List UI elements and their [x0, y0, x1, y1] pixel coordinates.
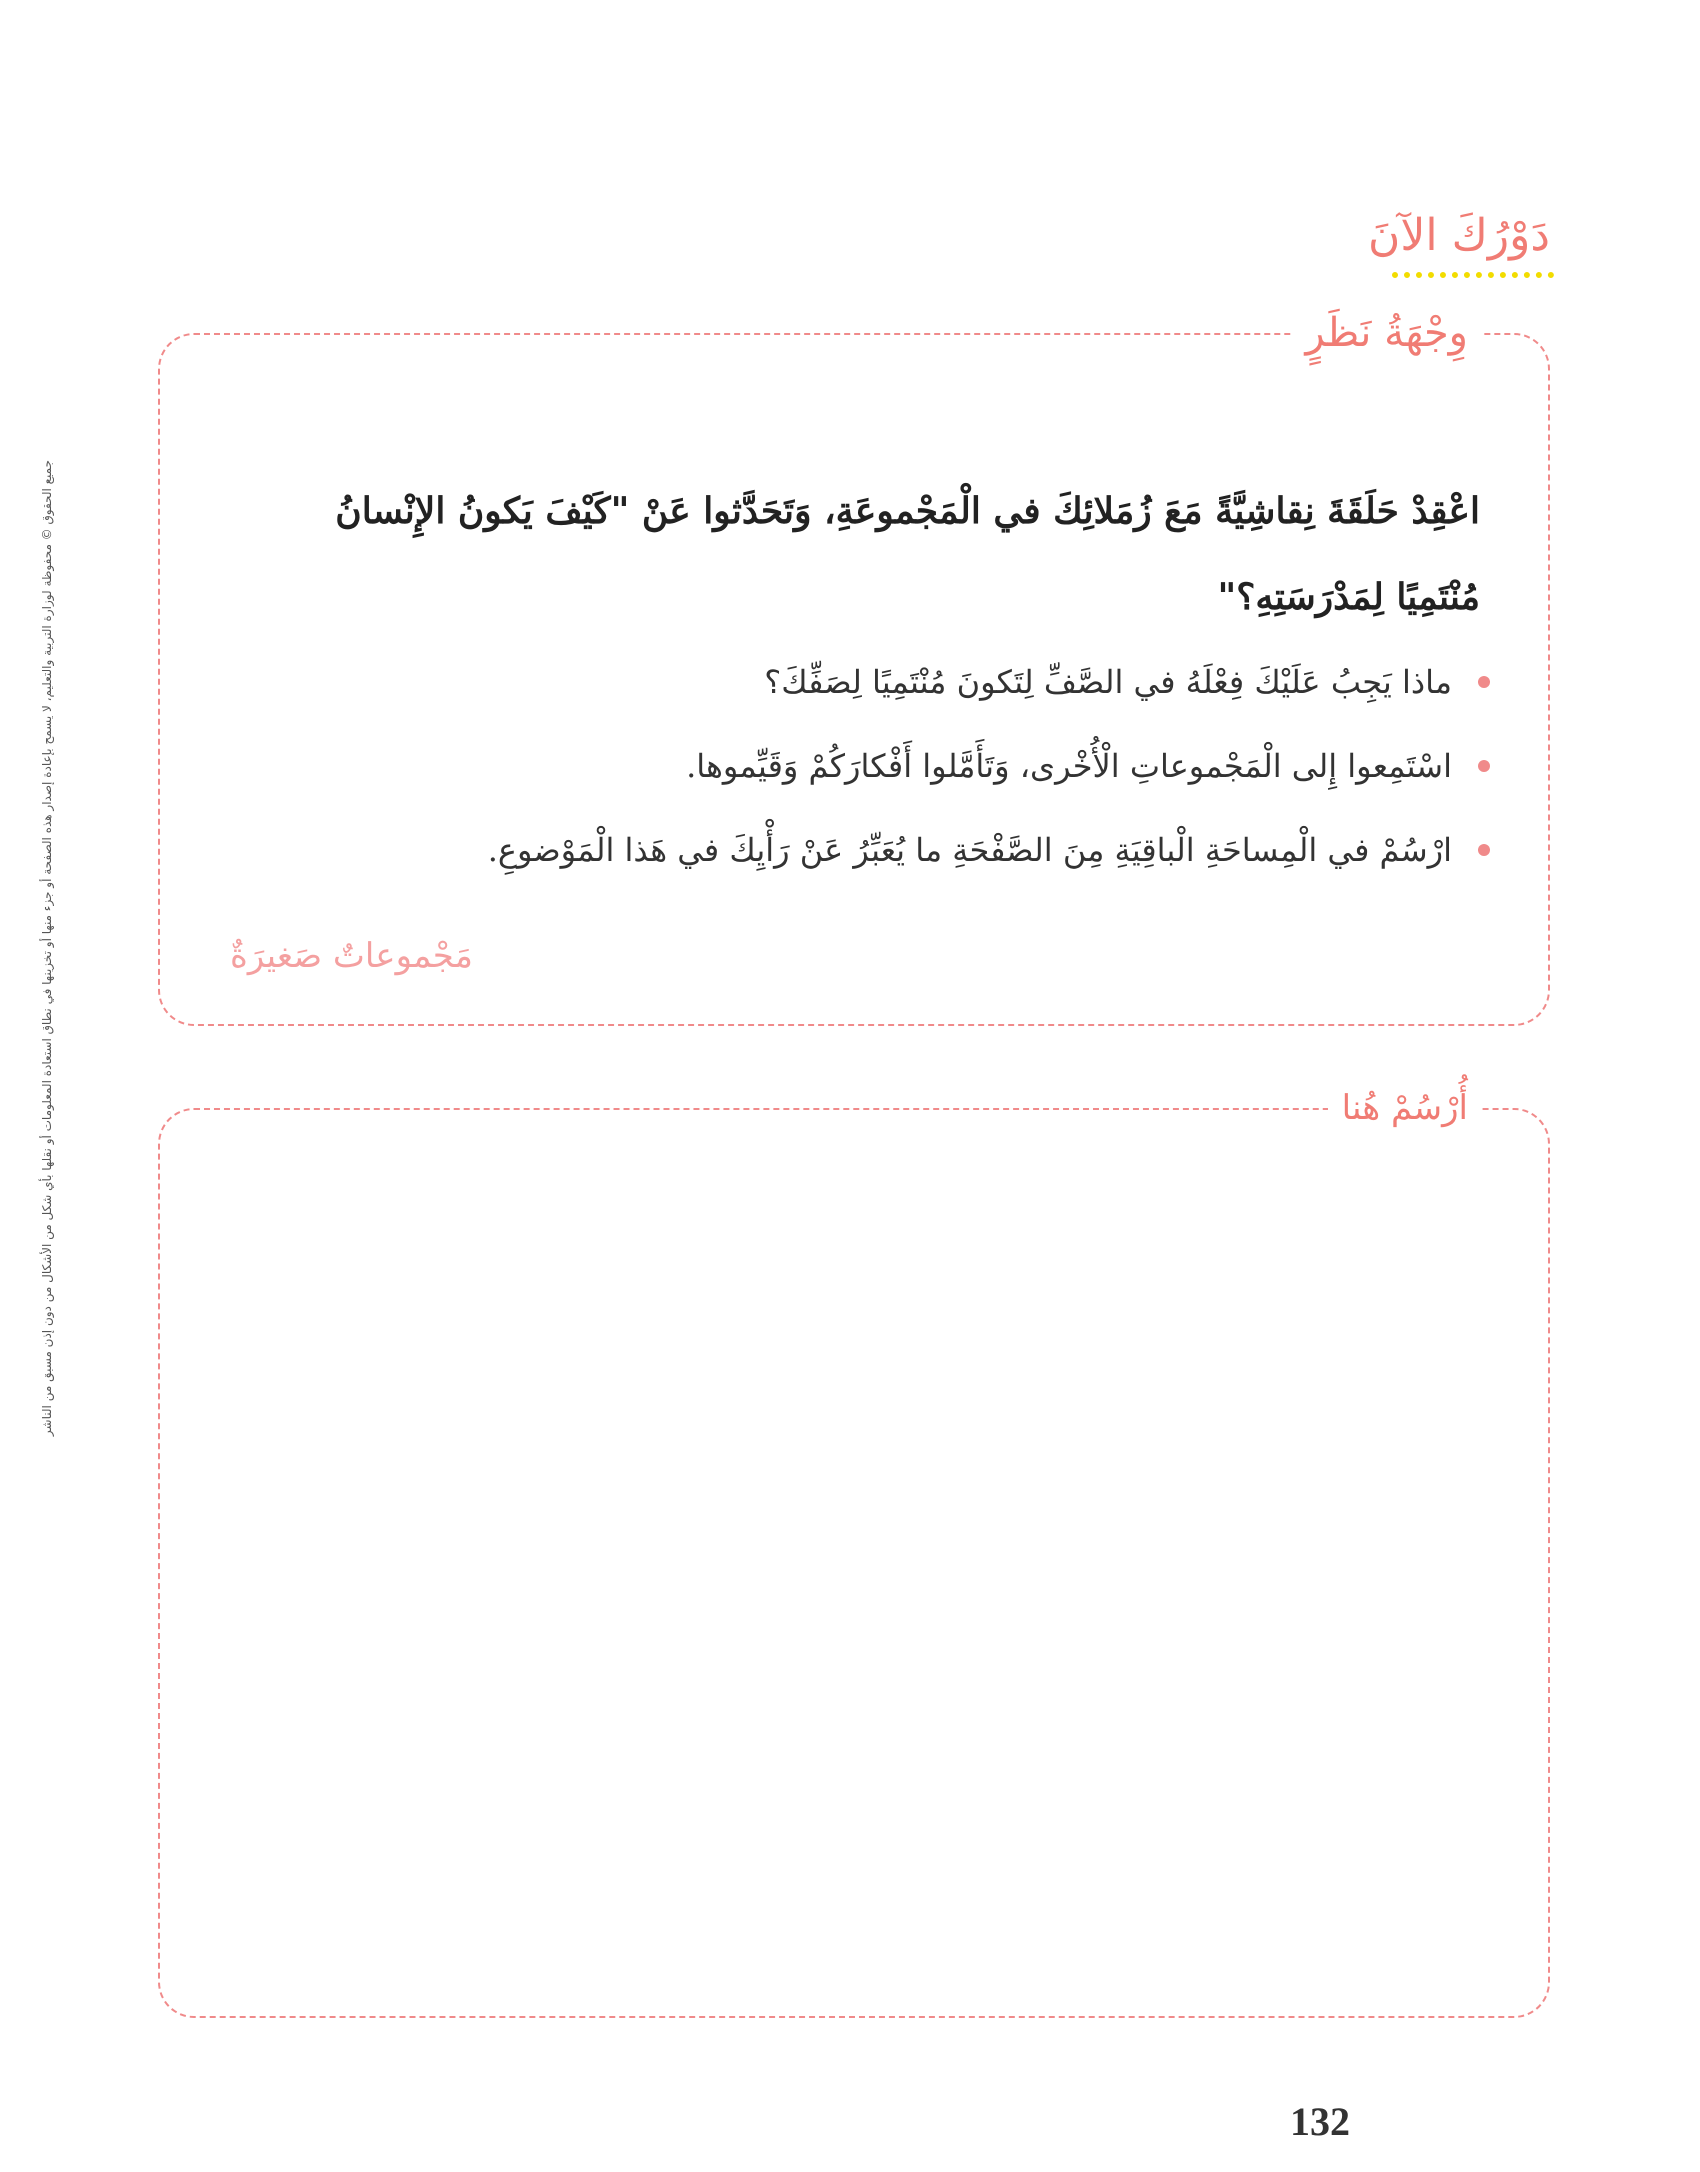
bullet-dot-icon [1478, 844, 1490, 856]
section-title: دَوْرُكَ الآنَ [1368, 210, 1550, 261]
list-item-text: اسْتَمِعوا إِلى الْمَجْموعاتِ الْأُخْرى، وَتَأَمَّلوا أَفْكارَكُمْ وَقَيِّموها. [686, 747, 1452, 785]
list-item [300, 724, 1490, 808]
list-item-text: ارْسُمْ في الْمِساحَةِ الْباقِيَةِ مِنَ الصَّفْحَةِ ما يُعَبِّرُ عَنْ رَأْيِكَ في هَذا الْمَوْضوعِ. [487, 831, 1452, 869]
instruction-list [300, 640, 1490, 892]
copyright-note: جميع الحقوق © محفوظة لوزارة التربية والتعليم، لا يسمح بإعادة إصدار هذه الصفحة أو جزء منها أو تخزينها في نطاق استعادة المعلومات أو نقلها بأي شكل من الأشكال من دون إذن مسبق من الناشر [40, 460, 54, 1437]
small-groups-label: مَجْموعاتٌ صَغيرَةٌ [230, 936, 473, 976]
discussion-question: اعْقِدْ حَلَقَةَ نِقاشِيَّةً مَعَ زُمَلائِكَ في الْمَجْموعَةِ، وَتَحَدَّثوا عَنْ "كَيْفَ يَكونُ الإِنْسانُ مُنْتَمِيًا لِمَدْرَسَتِهِ؟" [335, 490, 1480, 618]
section-title-underline [1392, 272, 1554, 278]
page-number: 132 [1290, 2099, 1350, 2144]
bullet-dot-icon [1478, 676, 1490, 688]
drawing-area-label: أُرْسُمْ هُنا [1328, 1088, 1482, 1128]
list-item [300, 640, 1490, 724]
viewpoint-box-label: وِجْهَةُ نَظَرٍ [1291, 310, 1482, 356]
list-item-text: ماذا يَجِبُ عَلَيْكَ فِعْلَهُ في الصَّفِّ لِتَكونَ مُنْتَمِيًا لِصَفِّكَ؟ [764, 663, 1452, 701]
drawing-area[interactable] [158, 1108, 1550, 2018]
bullet-dot-icon [1478, 760, 1490, 772]
list-item [300, 808, 1490, 892]
